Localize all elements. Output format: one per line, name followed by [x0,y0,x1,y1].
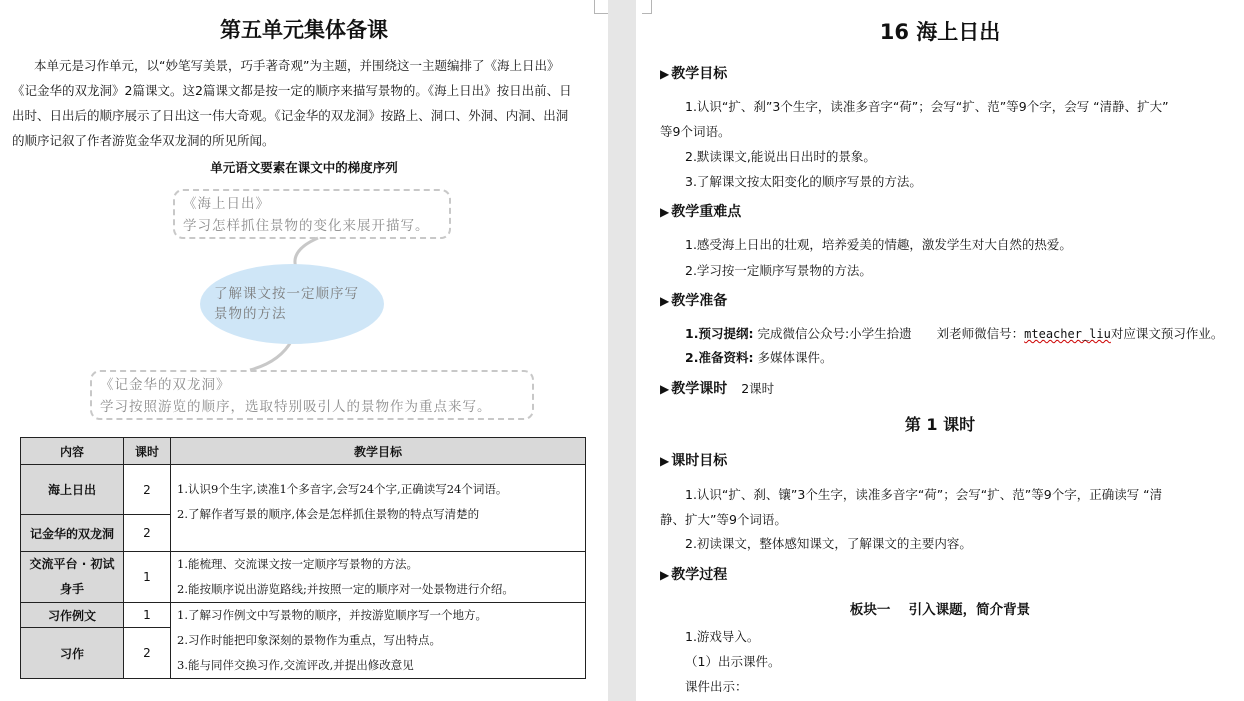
heading-lesson-goals-label: 课时目标 [671,453,728,469]
row-name-line-1: 交流平台 · 初试 [29,557,115,571]
lesson-goal-1b: 静、扩大”等9个词语。 [660,512,787,527]
goal-1b: 等9个词语。 [660,124,731,139]
goal-line: 2.习作时能把印象深刻的景物作为重点，写出特点。 [177,633,441,647]
row-hours: 1 [124,552,171,603]
row-name [21,552,124,603]
prep-2-text: 多媒体课件。 [757,350,833,365]
header-hours: 课时 [124,438,171,465]
diagram-center-line-1: 了解课文按一定顺序写 [214,286,359,302]
page-corner-mark [642,0,652,14]
heading-lesson-goals [660,450,727,470]
step-1-1: （1）出示课件。 [685,654,781,669]
heading-goals [660,63,727,83]
prep-1-text: 完成微信公众号:小学生拾遗 刘老师微信号： [757,326,1025,341]
triangle-bullet-icon: ▶ [660,568,670,582]
intro-line-2: 《记金华的双龙洞》2篇课文。这2篇课文都是按一定的顺序来描写景物的。《海上日出》按日出前、日 [12,83,572,98]
diagram-top-box [173,189,451,239]
lesson-subtitle: 第 1 课时 [904,415,976,434]
step-1: 1.游戏导入。 [685,629,760,644]
prep-1-tail: 对应课文预习作业。 [1110,326,1224,341]
goal-2: 2.默读课文,能说出日出时的景象。 [685,149,876,164]
goal-line: 1.认识9个生字,读准1个多音字,会写24个字,正确读写24个词语。 [177,482,508,496]
lesson-goal-2: 2.初读课文，整体感知课文，了解课文的主要内容。 [685,536,972,551]
goal-line: 2.能按顺序说出游览路线;并按照一定的顺序对一处景物进行介绍。 [177,582,514,596]
intro-line-3: 出时、日出后的顺序展示了日出这一伟大奇观。《记金华的双龙洞》按路上、洞口、外洞、内洞、出洞 [12,108,569,123]
intro-line-4: 的顺序记叙了作者游览金华双龙洞的所见所闻。 [12,133,275,148]
header-content: 内容 [21,438,124,465]
prep-2 [685,348,832,366]
right-page [636,0,1244,701]
table-row [21,552,586,603]
table-header-row [21,438,586,465]
diagram-bottom-box-text: 学习按照游览的顺序，选取特别吸引人的景物作为重点来写。 [100,399,492,415]
row-hours: 1 [124,603,171,628]
heading-class-hours [660,378,774,398]
diagram-top-box-title: 《海上日出》 [183,196,270,212]
left-page [0,0,608,701]
table-row [21,465,586,515]
header-goals: 教学目标 [171,438,586,465]
diagram-center-line-2: 景物的方法 [214,306,287,322]
triangle-bullet-icon: ▶ [660,454,670,468]
goals-cell-2 [171,552,586,603]
heading-process [660,564,727,584]
triangle-bullet-icon: ▶ [660,205,670,219]
triangle-bullet-icon: ▶ [660,382,670,396]
key-2: 2.学习按一定顺序写景物的方法。 [685,263,872,278]
goals-cell-3 [171,603,586,679]
prep-2-label: 2.准备资料: [685,350,754,365]
heading-key-points [660,201,741,221]
prep-1 [685,324,1223,342]
intro-line-1: 本单元是习作单元，以“妙笔写美景，巧手著奇观”为主题，并围绕这一主题编排了《海上日出》 [34,58,560,73]
row-hours: 2 [124,515,171,552]
heading-hours-label: 教学课时 [671,381,728,397]
row-hours: 2 [124,628,171,679]
prep-1-label: 1.预习提纲: [685,326,754,341]
row-name: 记金华的双龙洞 [21,515,124,552]
table-row [21,603,586,628]
row-name: 习作 [21,628,124,679]
triangle-bullet-icon: ▶ [660,67,670,81]
goal-line: 1.了解习作例文中写景物的顺序，并按游览顺序写一个地方。 [177,608,487,622]
heading-preparation [660,290,727,310]
lesson-page-title: 16 海上日出 [879,20,1001,44]
goal-line: 3.能与同伴交换习作,交流评改,并提出修改意见 [177,658,414,672]
lesson-goal-1a: 1.认识“扩、刹、镶”3个生字，读准多音字“荷”；会写“扩、范”等9个字，正确读写 “清 [685,487,1163,502]
goal-3: 3.了解课文按太阳变化的顺序写景的方法。 [685,174,922,189]
goal-line: 2.了解作者写景的顺序,体会是怎样抓住景物的特点写清楚的 [177,507,480,521]
row-name: 习作例文 [21,603,124,628]
diagram-center-node [200,264,384,344]
goals-cell-1 [171,465,586,552]
class-hours-value: 2课时 [741,381,775,396]
diagram-bottom-box-title: 《记金华的双龙洞》 [100,377,231,393]
diagram-title: 单元语文要素在课文中的梯度序列 [210,160,398,175]
diagram-bottom-box [90,370,534,420]
key-1: 1.感受海上日出的壮观，培养爱美的情趣，激发学生对大自然的热爱。 [685,237,1072,252]
triangle-bullet-icon: ▶ [660,294,670,308]
page-gap [608,0,636,701]
heading-goals-label: 教学目标 [671,66,728,82]
goal-1a: 1.认识“扩、刹”3个生字，读准多音字“荷”；会写“扩、范”等9个字，会写 “清静、扩大” [685,99,1169,114]
goal-line: 1.能梳理、交流课文按一定顺序写景物的方法。 [177,557,418,571]
unit-plan-table [20,437,586,679]
heading-key-label: 教学重难点 [671,204,742,220]
wechat-id-link[interactable]: mteacher_liu [1024,327,1111,341]
heading-process-label: 教学过程 [671,567,728,583]
row-name: 海上日出 [21,465,124,515]
page-title: 第五单元集体备课 [220,18,388,42]
diagram-top-box-text: 学习怎样抓住景物的变化来展开描写。 [183,218,430,234]
row-hours: 2 [124,465,171,515]
step-1-2: 课件出示： [685,679,748,694]
block-title: 板块一 引入课题，简介背景 [849,602,1031,618]
row-name-line-2: 身手 [59,582,84,596]
heading-prep-label: 教学准备 [671,293,728,309]
